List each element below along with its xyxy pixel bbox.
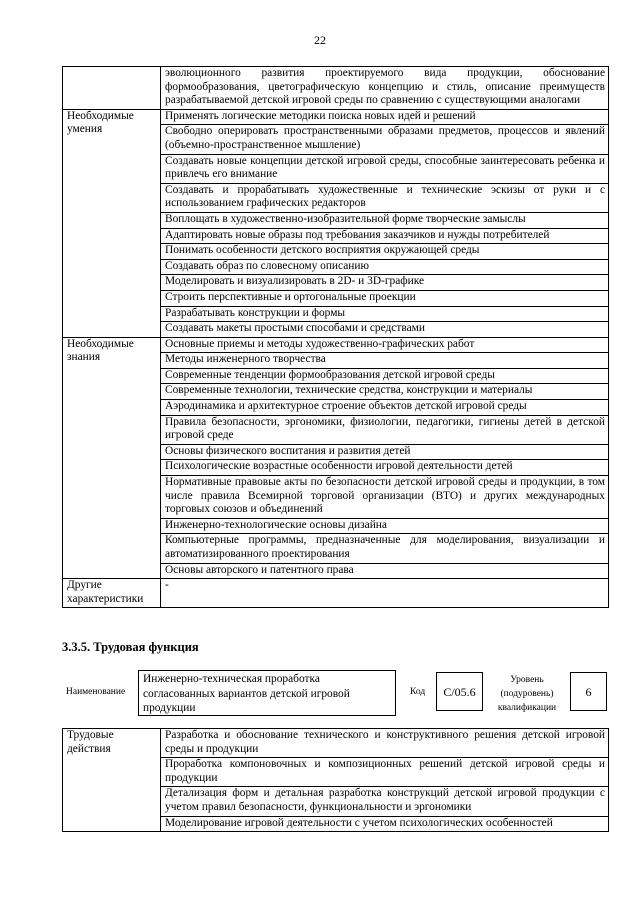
knowledge-item: Аэродинамика и архитектурное строение объектов детской игровой среды xyxy=(161,400,609,416)
knowledge-item: Современные тенденции формообразования детской игровой среды xyxy=(161,368,609,384)
skill-item: Понимать особенности детского восприятия окружающей среды xyxy=(161,244,609,260)
knowledge-label: Необходимые знания xyxy=(63,337,161,579)
section-heading: 3.3.5. Трудовая функция xyxy=(62,640,199,654)
function-name: Инженерно-техническая проработка согласованных вариантов детской игровой продукции xyxy=(138,670,396,716)
level-label: Уровень (подуровень) квалификации xyxy=(497,675,557,713)
knowledge-item: Компьютерные программы, предназначенные для моделирования, визуализации и автоматизированного проектирования xyxy=(161,534,609,563)
action-item: Проработка компоновочных и композиционных решений детской игровой среды и продукции xyxy=(161,758,609,787)
table-row xyxy=(63,67,609,110)
skills-label: Необходимые умения xyxy=(63,109,161,337)
knowledge-item: Основные приемы и методы художественно-графических работ xyxy=(161,337,609,353)
knowledge-item: Инженерно-технологические основы дизайна xyxy=(161,518,609,534)
skill-item: Строить перспективные и ортогональные проекции xyxy=(161,290,609,306)
table-row xyxy=(63,579,609,608)
skill-item: Моделировать и визуализировать в 2D- и 3D-графике xyxy=(161,275,609,291)
other-label: Другие характеристики xyxy=(63,579,161,608)
knowledge-item: Современные технологии, технические средства, конструкции и материалы xyxy=(161,384,609,400)
skill-item: Создавать и прорабатывать художественные и технические эскизы от руки и с использованием графических редакторов xyxy=(161,183,609,212)
competency-table xyxy=(62,66,609,608)
knowledge-item: Основы авторского и патентного права xyxy=(161,563,609,579)
skill-item: Создавать образ по словесному описанию xyxy=(161,259,609,275)
continued-text: эволюционного развития проектируемого вида продукции, обоснование формообразования, цветографическую концепцию и стиль, описание преимуществ разрабатываемой детской игровой среды по сравнению с существующими аналогами xyxy=(161,67,609,110)
qualification-level: 6 xyxy=(570,672,607,711)
table-row xyxy=(63,337,609,353)
knowledge-item: Методы инженерного творчества xyxy=(161,353,609,369)
action-item: Детализация форм и детальная разработка конструкций детской игровой продукции с учетом правил безопасности, функциональности и эргономики xyxy=(161,787,609,816)
knowledge-item: Психологические возрастные особенности игровой деятельности детей xyxy=(161,460,609,476)
skill-item: Свободно оперировать пространственными образами предметов, процессов и явлений (объемно-пространственное мышление) xyxy=(161,125,609,154)
action-item: Моделирование игровой деятельности с учетом психологических особенностей xyxy=(161,816,609,832)
skill-item: Разрабатывать конструкции и формы xyxy=(161,306,609,322)
page-number: 22 xyxy=(314,33,326,47)
knowledge-item: Правила безопасности, эргономики, физиологии, педагогики, гигиены детей в детской игровой среде xyxy=(161,415,609,444)
skill-item: Создавать макеты простыми способами и средствами xyxy=(161,322,609,338)
name-label: Наименование xyxy=(66,687,126,697)
actions-label: Трудовые действия xyxy=(63,729,161,832)
skill-item: Применять логические методики поиска новых идей и решений xyxy=(161,109,609,125)
table-row xyxy=(63,729,609,758)
skill-item: Воплощать в художественно-изобразительной форме творческие замыслы xyxy=(161,212,609,228)
table-row xyxy=(63,109,609,125)
action-item: Разработка и обоснование технического и конструктивного решения детской игровой среды и продукции xyxy=(161,729,609,758)
knowledge-item: Нормативные правовые акты по безопасности детской игровой среды и продукции, в том числе правила Всемирной торговой организации (ВТО) и других международных торговых союзов и объединений xyxy=(161,476,609,519)
other-value: - xyxy=(161,579,609,608)
skill-item: Создавать новые концепции детской игровой среды, способные заинтересовать ребенка и привлечь его внимание xyxy=(161,154,609,183)
code-label: Код xyxy=(410,687,426,697)
empty-label-cell xyxy=(63,67,161,110)
skill-item: Адаптировать новые образы под требования заказчиков и нужды потребителей xyxy=(161,228,609,244)
labor-actions-table xyxy=(62,728,609,832)
function-code: C/05.6 xyxy=(436,672,483,711)
knowledge-item: Основы физического воспитания и развития детей xyxy=(161,444,609,460)
